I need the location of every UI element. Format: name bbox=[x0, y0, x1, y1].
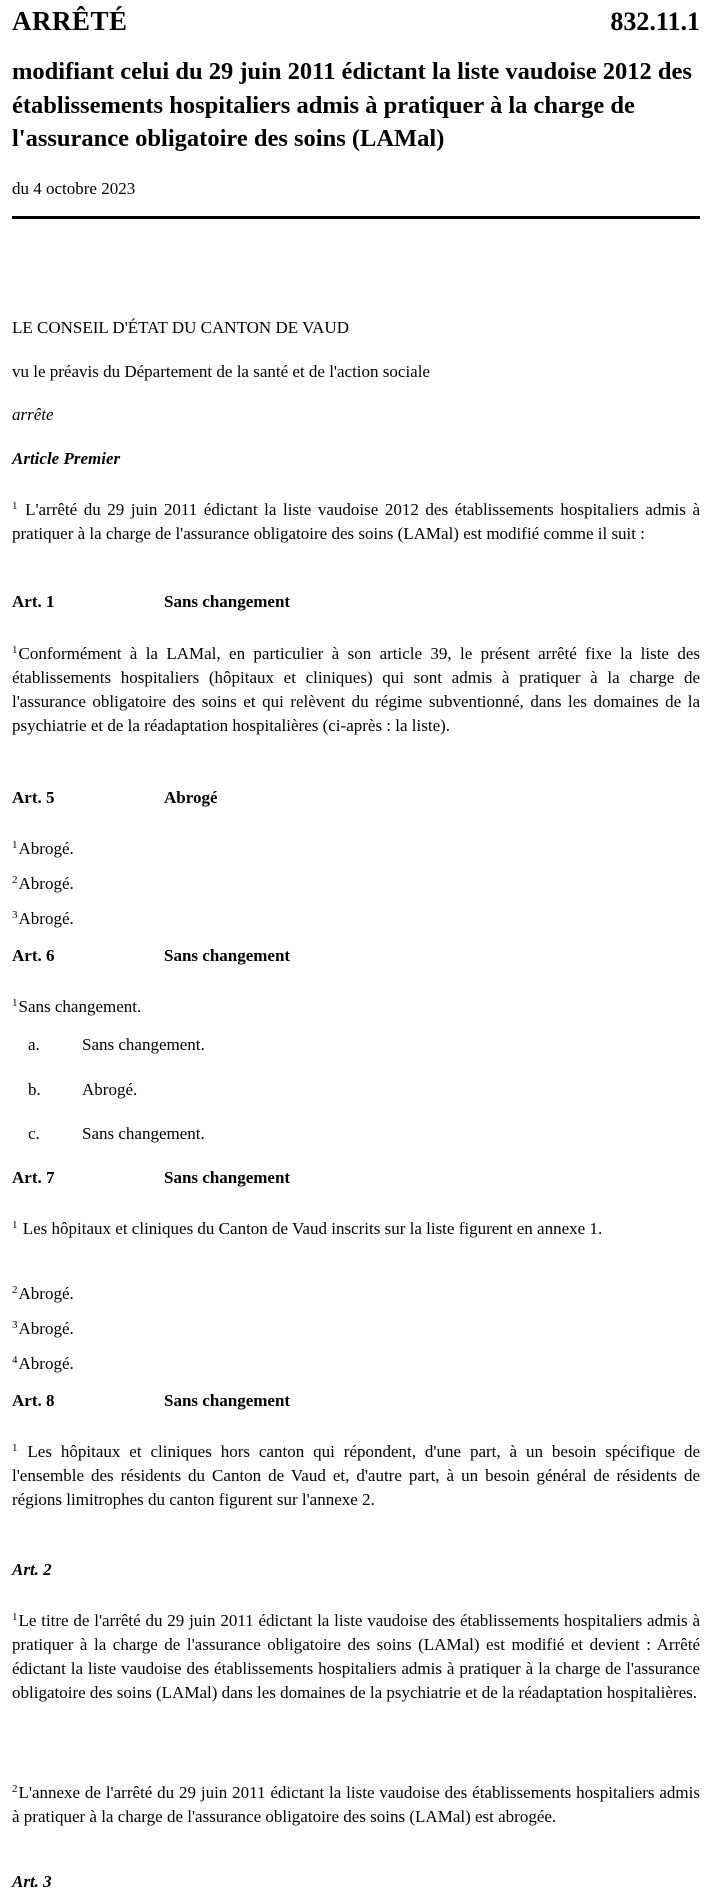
paragraph-number: 1 bbox=[12, 500, 18, 512]
art5-paragraph-2 bbox=[12, 868, 700, 896]
paragraph-text: Les hôpitaux et cliniques du Canton de Vaud inscrits sur la liste figurent en annexe 1. bbox=[22, 1219, 603, 1238]
paragraph-text: Abrogé. bbox=[18, 1319, 74, 1338]
paragraph-number: 1 bbox=[12, 1442, 18, 1454]
paragraph-text: Abrogé. bbox=[18, 1284, 74, 1303]
paragraph-text: L'annexe de l'arrêté du 29 juin 2011 édictant la liste vaudoise des établissements hospitaliers admis à pratiquer à la charge de l'assurance obligatoire des soins (LAMal) est abrogée. bbox=[12, 1783, 700, 1826]
paragraph-text: Sans changement. bbox=[18, 997, 142, 1016]
art5-paragraph-3 bbox=[12, 903, 700, 931]
art6-paragraph-1 bbox=[12, 991, 700, 1019]
document-date: du 4 octobre 2023 bbox=[12, 178, 136, 198]
art7-heading bbox=[12, 1168, 700, 1188]
paragraph-text: L'arrêté du 29 juin 2011 édictant la liste vaudoise 2012 des établissements hospitaliers admis à pratiquer à la charge de l'assurance obligatoire des soins (LAMal) est modifié comme il suit : bbox=[12, 500, 700, 543]
paragraph-text: Les hôpitaux et cliniques hors canton qui répondent, d'une part, à un besoin spécifique de l'ensemble des résidents du Canton de Vaud et, d'autre part, à un besoin général de résidents de régions limitrophes du canton figurent sur l'annexe 2. bbox=[12, 1442, 701, 1509]
authority: LE CONSEIL D'ÉTAT DU CANTON DE VAUD bbox=[12, 318, 349, 337]
decree-word: arrête bbox=[12, 405, 54, 424]
article-number: Art. 8 bbox=[12, 1391, 55, 1410]
paragraph-number: 2 bbox=[12, 1783, 18, 1795]
art8-paragraph-1 bbox=[12, 1436, 700, 1512]
article-status: Sans changement bbox=[164, 1391, 291, 1410]
art2-paragraph-1 bbox=[12, 1605, 700, 1705]
document-title: modifiant celui du 29 juin 2011 édictant la liste vaudoise 2012 des établissements hospitaliers admis à pratiquer à la charge de l'assurance obligatoire des soins (LAMal) bbox=[12, 58, 692, 152]
paragraph-number: 3 bbox=[12, 1319, 18, 1331]
paragraph-number: 1 bbox=[12, 1219, 18, 1231]
document-header bbox=[12, 6, 700, 37]
article-number: Art. 5 bbox=[12, 788, 55, 807]
paragraph-text: Le titre de l'arrêté du 29 juin 2011 édictant la liste vaudoise des établissements hospitaliers admis à pratiquer à la charge de l'assurance obligatoire des soins (LAMal) est modifié et devient : Arrêté édictant la liste vaudoise des établissements hospitaliers admis à pratiquer à la charge de l'assurance obligatoire des soins (LAMal) dans les domaines de la psychiatrie et de la réadaptation hospitalières. bbox=[12, 1611, 700, 1702]
paragraph-text: Abrogé. bbox=[18, 909, 74, 928]
document-page bbox=[12, 0, 701, 1891]
art2-paragraph-2 bbox=[12, 1777, 700, 1829]
article-status: Sans changement bbox=[164, 946, 291, 965]
preamble: vu le préavis du Département de la santé et de l'action sociale bbox=[12, 362, 430, 381]
paragraph-number: 1 bbox=[12, 839, 18, 851]
paragraph-number: 2 bbox=[12, 1284, 18, 1296]
art7-paragraph-1 bbox=[12, 1213, 700, 1241]
paragraph-number: 3 bbox=[12, 909, 18, 921]
art1-heading bbox=[12, 592, 700, 612]
article-premier-heading: Article Premier bbox=[12, 449, 121, 468]
paragraph-number: 1 bbox=[12, 644, 18, 656]
paragraph-text: Abrogé. bbox=[18, 874, 74, 893]
art7-paragraph-3 bbox=[12, 1313, 700, 1341]
document-type: ARRÊTÉ bbox=[12, 6, 128, 36]
art6-item-a bbox=[12, 1035, 700, 1055]
art5-heading bbox=[12, 788, 700, 808]
paragraph-text: Conformément à la LAMal, en particulier à son article 39, le présent arrêté fixe la liste des établissements hospitaliers (hôpitaux et cliniques) qui sont admis à pratiquer à la charge de l'assurance obligatoire des soins et qui relèvent du régime subventionné, dans les domaines de la psychiatrie et de la réadaptation hospitalières (ci-après : la liste). bbox=[12, 644, 700, 735]
article-number: Art. 1 bbox=[12, 592, 55, 611]
item-text: Sans changement. bbox=[82, 1124, 205, 1143]
paragraph-text: Abrogé. bbox=[18, 839, 74, 858]
art5-paragraph-1 bbox=[12, 833, 700, 861]
paragraph-number: 1 bbox=[12, 1611, 18, 1623]
art8-heading bbox=[12, 1391, 700, 1411]
article-number: Art. 6 bbox=[12, 946, 55, 965]
art6-item-b bbox=[12, 1080, 700, 1100]
paragraph-number: 1 bbox=[12, 997, 18, 1009]
art7-paragraph-2 bbox=[12, 1278, 700, 1306]
paragraph-number: 4 bbox=[12, 1354, 18, 1366]
article-status: Abrogé bbox=[164, 788, 218, 807]
item-marker: b. bbox=[28, 1080, 41, 1099]
document-number: 832.11.1 bbox=[610, 7, 700, 36]
article-status: Sans changement bbox=[164, 1168, 291, 1187]
paragraph-text: Abrogé. bbox=[18, 1354, 74, 1373]
article-number: Art. 7 bbox=[12, 1168, 55, 1187]
art3-heading: Art. 3 bbox=[12, 1872, 52, 1891]
item-marker: a. bbox=[28, 1035, 40, 1054]
article-premier-paragraph-1 bbox=[12, 494, 700, 546]
art2-heading: Art. 2 bbox=[12, 1560, 52, 1579]
art1-paragraph-1 bbox=[12, 638, 700, 738]
art6-item-c bbox=[12, 1124, 700, 1144]
item-text: Abrogé. bbox=[82, 1080, 138, 1099]
header-divider bbox=[12, 216, 700, 219]
item-marker: c. bbox=[28, 1124, 40, 1143]
item-text: Sans changement. bbox=[82, 1035, 205, 1054]
art7-paragraph-4 bbox=[12, 1348, 700, 1376]
paragraph-number: 2 bbox=[12, 874, 18, 886]
article-status: Sans changement bbox=[164, 592, 291, 611]
art6-heading bbox=[12, 946, 700, 966]
